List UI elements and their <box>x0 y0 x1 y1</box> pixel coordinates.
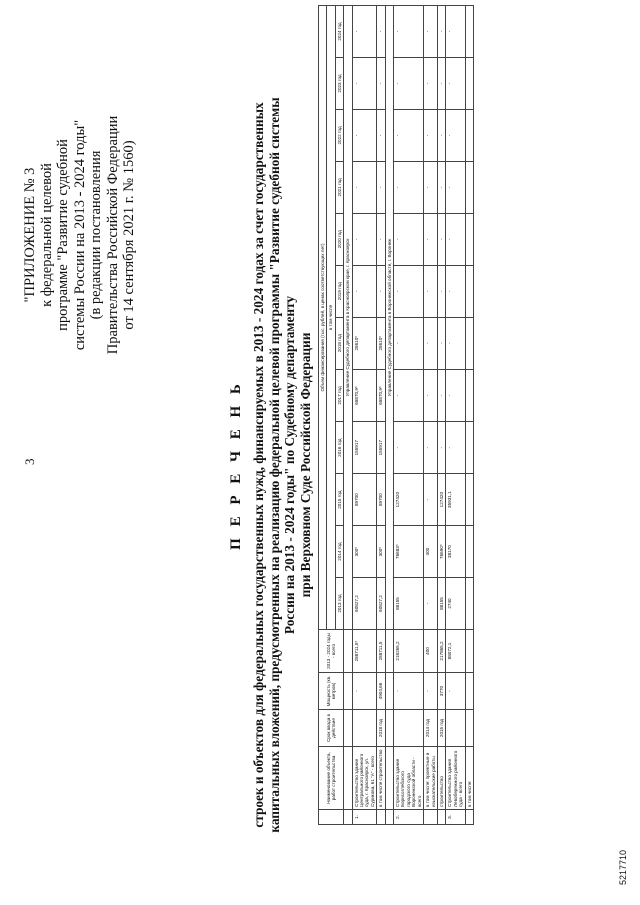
year-amount <box>465 369 473 422</box>
year-amount: 60827,2 <box>352 578 377 630</box>
row-number: 3. <box>446 810 465 825</box>
table-org-row <box>344 6 352 825</box>
table-row <box>394 6 424 825</box>
header-year: 2015 год <box>335 474 343 526</box>
year-amount: - <box>437 369 445 422</box>
header-year: 2016 год <box>335 422 343 474</box>
year-amount: - <box>424 213 438 265</box>
year-amount: - <box>424 422 438 474</box>
table-org-row <box>385 6 393 825</box>
year-amount: - <box>446 161 465 213</box>
capacity: - <box>424 673 438 710</box>
year-amount: - <box>424 578 438 630</box>
object-name: в том числе строительство <box>377 747 385 810</box>
commission-term: 2014 год <box>424 710 438 747</box>
year-amount: - <box>424 474 438 526</box>
table-row <box>465 6 473 825</box>
year-amount: - <box>424 317 438 369</box>
year-amount <box>465 109 473 161</box>
year-amount: 155917 <box>352 422 377 474</box>
appendix-line: (в редакции постановления <box>88 150 104 320</box>
doc-id: 5217710 <box>618 849 628 885</box>
total-amount: 288711,5⁵ <box>352 630 377 673</box>
appendix-note <box>22 35 138 435</box>
header-total: 2013 - 2024 годы - всего <box>319 630 344 673</box>
year-amount: - <box>437 213 445 265</box>
commission-term: 2018 год <box>377 710 385 747</box>
year-amount: 76690⁵ <box>437 526 445 578</box>
table-row <box>424 6 438 825</box>
total-amount: 400 <box>424 630 438 673</box>
year-amount: 89700 <box>352 474 377 526</box>
year-amount: 127420 <box>394 474 424 526</box>
row-number <box>424 810 438 825</box>
year-amount: - <box>352 161 377 213</box>
header-year: 2020 год <box>335 213 343 265</box>
year-amount: - <box>437 6 445 58</box>
object-name: в том числе: <box>465 747 473 810</box>
object-name: Строительство здания Борисоглебского городского суда Воронежской области - всего <box>394 747 424 810</box>
year-amount: - <box>424 58 438 110</box>
year-amount: 400 <box>424 526 438 578</box>
title-line: капитальных вложений, предусмотренных на реализацию федеральной целевой программы "Развитие судебной системы <box>266 97 282 833</box>
total-amount: 288711,5 <box>377 630 385 673</box>
org-name: Управление Судебного департамента в Воронежской области, г. Воронеж <box>385 6 393 630</box>
year-amount: 38170 <box>446 526 465 578</box>
year-amount <box>465 474 473 526</box>
commission-term <box>446 710 465 747</box>
year-amount: - <box>394 6 424 58</box>
year-amount: 300⁵ <box>377 526 385 578</box>
appendix-line: к федеральной целевой <box>38 163 55 307</box>
object-name: в том числе: проектные и изыскательские работы <box>424 747 438 810</box>
header-year: 2013 год <box>335 578 343 630</box>
year-amount: - <box>446 369 465 422</box>
year-amount: 60827,2 <box>377 578 385 630</box>
object-name: Строительство здания Центрального районного суда, г. Красноярск, ул. Сурикова, 61 "А" - всего <box>352 747 377 810</box>
capacity: - <box>446 673 465 710</box>
appendix-line: системы России на 2013 - 2024 годы" <box>71 119 88 351</box>
year-amount: - <box>394 213 424 265</box>
year-amount <box>465 265 473 317</box>
capacity: - <box>394 673 424 710</box>
year-amount: - <box>352 58 377 110</box>
header-funding-sub: в том числе <box>327 6 335 630</box>
commission-term <box>465 710 473 747</box>
year-amount <box>465 422 473 474</box>
row-number <box>377 810 385 825</box>
year-amount: - <box>352 109 377 161</box>
year-amount: - <box>377 213 385 265</box>
year-amount: 89700 <box>377 474 385 526</box>
year-amount: - <box>352 6 377 58</box>
header-year: 2023 год <box>335 58 343 110</box>
year-amount: - <box>394 265 424 317</box>
capacity: 4904,66 <box>377 673 385 710</box>
year-amount: 127420 <box>437 474 445 526</box>
year-amount: - <box>424 265 438 317</box>
year-amount: - <box>437 422 445 474</box>
row-number <box>437 810 445 825</box>
year-amount: - <box>394 161 424 213</box>
year-amount: - <box>437 265 445 317</box>
page-number: 3 <box>22 458 37 465</box>
year-amount: - <box>446 109 465 161</box>
year-amount <box>465 161 473 213</box>
object-name: Строительство здания Левобережного районного суда - всего <box>446 747 465 810</box>
commission-term <box>394 710 424 747</box>
table-row <box>446 6 465 825</box>
header-year: 2024 год <box>335 6 343 58</box>
year-amount: - <box>377 161 385 213</box>
header-year: 2022 год <box>335 109 343 161</box>
capacity: - <box>352 673 377 710</box>
commission-term <box>352 710 377 747</box>
year-amount <box>465 58 473 110</box>
row-number: 1. <box>352 810 377 825</box>
year-amount: - <box>446 213 465 265</box>
table-body <box>344 6 474 825</box>
title-line: России на 2013 - 2024 годы" по Судебному департаменту <box>282 295 297 635</box>
year-amount: - <box>424 6 438 58</box>
row-number: 2. <box>394 810 424 825</box>
document-title <box>228 55 313 875</box>
appendix-line: "ПРИЛОЖЕНИЕ № 3 <box>22 167 38 303</box>
year-amount: - <box>377 6 385 58</box>
year-amount: 68870,9⁵ <box>352 369 377 422</box>
year-amount: - <box>437 161 445 213</box>
year-amount: - <box>394 369 424 422</box>
org-name: Управление Судебного департамента в Красноярском крае, г. Красноярск <box>344 6 352 630</box>
year-amount: - <box>424 369 438 422</box>
year-amount: - <box>437 109 445 161</box>
year-amount <box>465 526 473 578</box>
year-amount: 88155 <box>437 578 445 630</box>
year-amount: - <box>377 58 385 110</box>
year-amount: 300⁵ <box>352 526 377 578</box>
header-capacity: Мощность (кв. метров) <box>319 673 344 710</box>
year-amount: - <box>446 58 465 110</box>
year-amount: - <box>437 317 445 369</box>
appendix-line: программе "Развитие судебной <box>55 139 71 331</box>
year-amount: - <box>377 265 385 317</box>
year-amount: - <box>394 109 424 161</box>
table-row <box>437 6 445 825</box>
header-year: 2021 год <box>335 161 343 213</box>
header-name: Наименование объекта, работ строительства <box>319 747 344 810</box>
row-number <box>465 810 473 825</box>
year-amount: - <box>446 265 465 317</box>
title-line: строек и объектов для федеральных государственных нужд, финансируемых в 2013 - 2024 годах за счет государственных <box>251 102 266 828</box>
table-row <box>377 6 385 825</box>
year-amount: - <box>446 317 465 369</box>
year-amount: - <box>394 58 424 110</box>
year-amount: - <box>352 213 377 265</box>
header-year: 2017 год <box>335 369 343 422</box>
title-line: при Верховном Суде Российской Федерации <box>297 332 313 598</box>
table-row <box>352 6 377 825</box>
year-amount: - <box>377 109 385 161</box>
capacity: 3770 <box>437 673 445 710</box>
year-amount: 76683⁵ <box>394 526 424 578</box>
year-amount: 68870,9⁵ <box>377 369 385 422</box>
year-amount: - <box>424 109 438 161</box>
year-amount: - <box>394 317 424 369</box>
year-amount: 155917 <box>377 422 385 474</box>
year-amount: - <box>424 161 438 213</box>
year-amount <box>465 6 473 58</box>
year-amount: 35931,1 <box>446 474 465 526</box>
total-amount <box>465 630 473 673</box>
header-term: Срок ввода в действие <box>319 710 344 747</box>
commission-term: 2015 год <box>437 710 445 747</box>
year-amount: 88155 <box>394 578 424 630</box>
header-funding: Объем финансирования (тыс. рублей, в ценах соответствующих лет) <box>319 6 327 630</box>
appendix-line: от 14 сентября 2021 г. № 1560) <box>121 140 137 330</box>
year-amount <box>465 578 473 630</box>
year-amount: - <box>394 422 424 474</box>
year-amount: - <box>352 265 377 317</box>
year-amount: 28610⁵ <box>352 317 377 369</box>
year-amount: - <box>437 58 445 110</box>
total-amount: 217865,2 <box>437 630 445 673</box>
year-amount: - <box>446 6 465 58</box>
title-main: П Е Р Е Ч Е Н Ь <box>228 380 244 550</box>
year-amount: 28610⁵ <box>377 317 385 369</box>
year-amount: - <box>446 422 465 474</box>
appendix-line: Правительства Российской Федерации <box>104 115 121 355</box>
year-amount <box>465 213 473 265</box>
total-amount: 88072,1 <box>446 630 465 673</box>
capacity <box>465 673 473 710</box>
year-amount <box>465 317 473 369</box>
header-year: 2019 год <box>335 265 343 317</box>
year-amount: 2740 <box>446 578 465 630</box>
objects-table <box>318 5 474 825</box>
total-amount: 218265,2 <box>394 630 424 673</box>
header-year: 2018 год <box>335 317 343 369</box>
header-year: 2014 год <box>335 526 343 578</box>
object-name: строительство <box>437 747 445 810</box>
